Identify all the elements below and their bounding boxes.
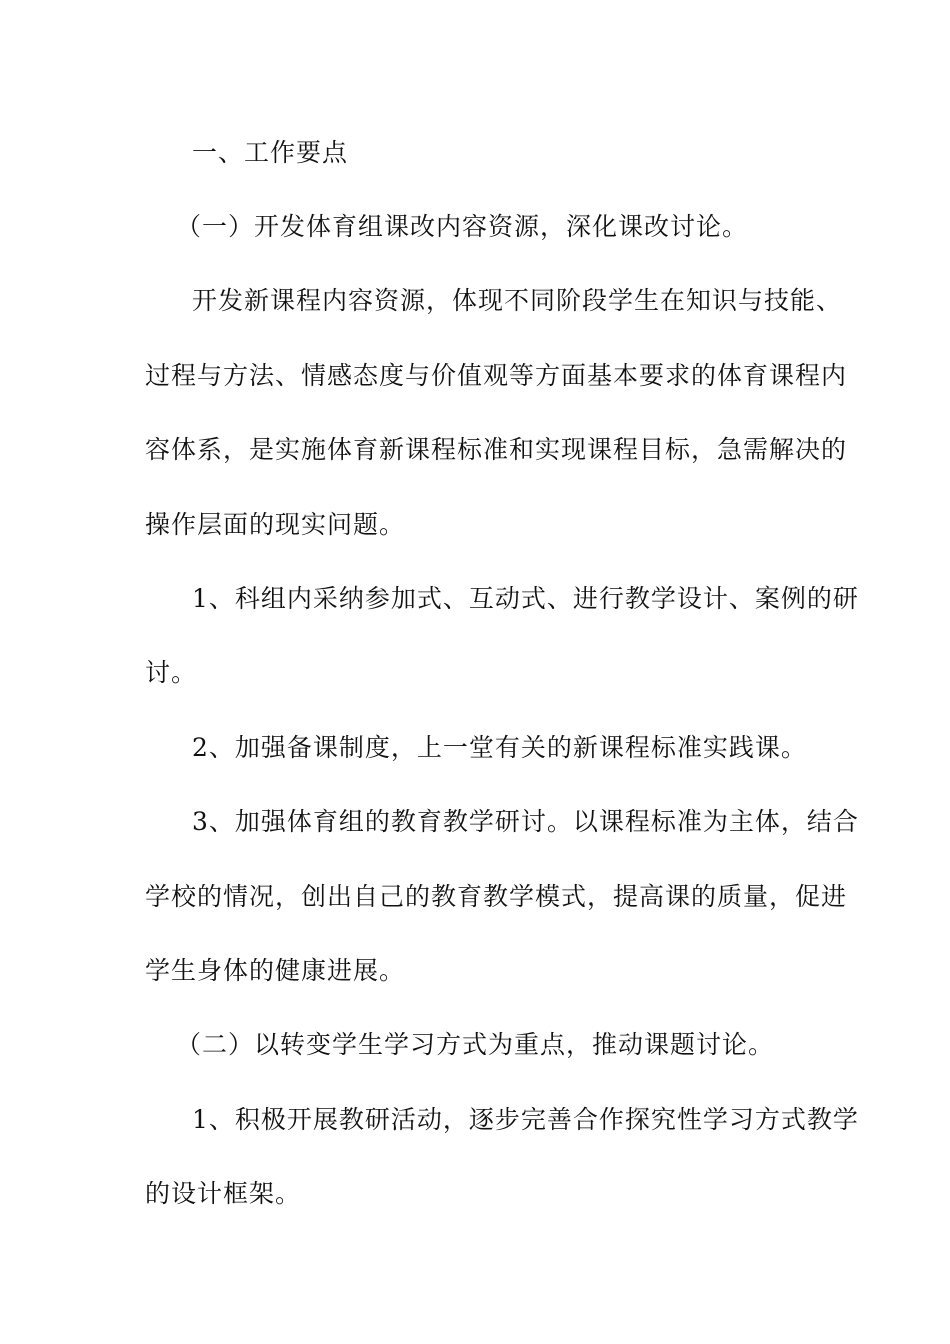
list-item-line: 讨。 [145,658,198,687]
paragraph-line: 容体系，是实施体育新课程标准和实现课程目标，急需解决的 [145,435,848,464]
paragraph-line: 操作层面的现实问题。 [145,510,406,539]
subsection-heading-1: （一）开发体育组课改内容资源，深化课改讨论。 [176,212,749,241]
list-item-line: 学生身体的健康进展。 [145,956,406,985]
list-item-line: 2、加强备课制度，上一堂有关的新课程标准实践课。 [192,733,807,762]
list-item-line: 的设计框架。 [145,1179,302,1208]
list-item-line: 学校的情况，创出自己的教育教学模式，提高课的质量，促进 [145,882,848,911]
paragraph-line: 开发新课程内容资源，体现不同阶段学生在知识与技能、 [192,286,843,315]
list-item-line: 1、科组内采纳参加式、互动式、进行教学设计、案例的研 [192,584,859,613]
list-item-line: 1、积极开展教研活动，逐步完善合作探究性学习方式教学 [192,1105,859,1134]
paragraph-line: 过程与方法、情感态度与价值观等方面基本要求的体育课程内 [145,361,848,390]
section-heading: 一、工作要点 [192,138,349,167]
list-item-line: 3、加强体育组的教育教学研讨。以课程标准为主体，结合 [192,807,859,836]
subsection-heading-2: （二）以转变学生学习方式为重点，推动课题讨论。 [176,1030,775,1059]
